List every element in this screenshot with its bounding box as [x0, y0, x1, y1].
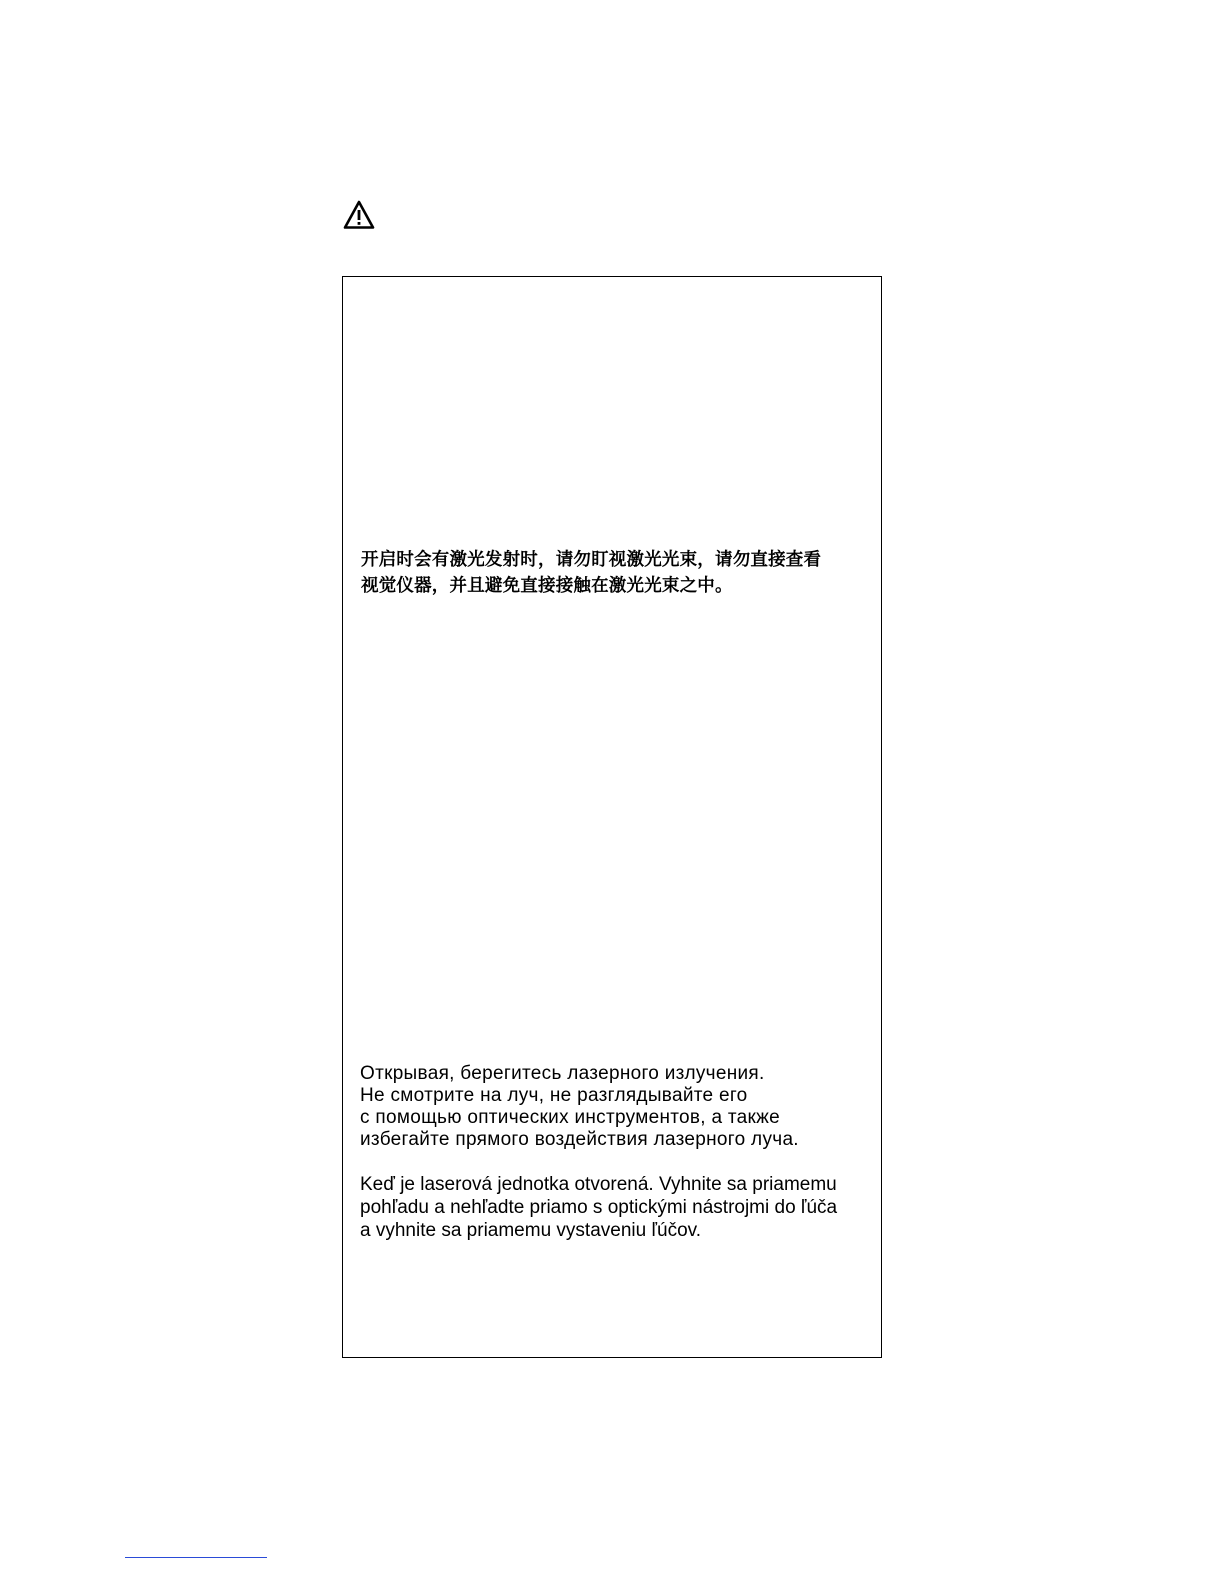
laser-notice-slovak: Keď je laserová jednotka otvorená. Vyhnite sa priamemu pohľadu a nehľadte priamo s optickými nástrojmi do ľúča a vyhnite sa priamemu vystaveniu ľúčov.: [360, 1174, 838, 1241]
laser-notice-chinese: 开启时会有激光发射时，请勿盯视激光光束，请勿直接查看 视觉仪器，并且避免直接接触在激光光束之中。: [361, 550, 822, 596]
laser-notice-russian: Открывая, берегитесь лазерного излучения. Не смотрите на луч, не разглядывайте его с помощью оптических инструментов, а также избегайте прямого воздействия лазерного луча.: [360, 1063, 799, 1150]
laser-notice-box: [342, 276, 882, 1358]
warning-triangle-icon: [343, 200, 375, 230]
footnote-divider: [125, 1557, 267, 1558]
